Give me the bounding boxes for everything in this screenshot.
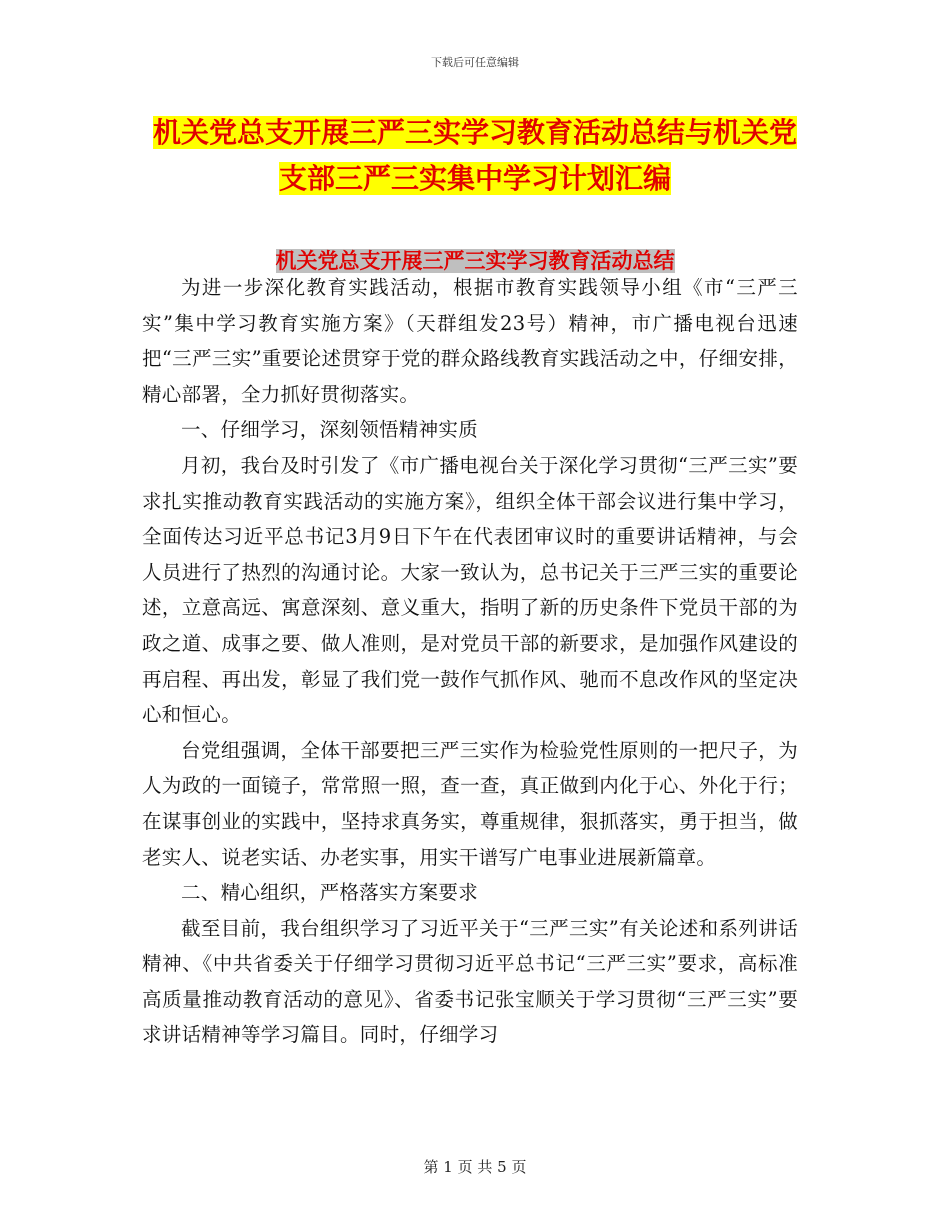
document-title: [0, 110, 950, 202]
section-title-text: 机关党总支开展三严三实学习教育活动总结: [275, 249, 675, 273]
paragraph-intro: 为进一步深化教育实践活动，根据市教育实践领导小组《市“三严三实”集中学习教育实施方案》（天群组发23号）精神，市广播电视台迅速把“三严三实”重要论述贯穿于党的群众路线教育实践活动之中，仔细安排，精心部署，全力抓好贯彻落实。: [142, 276, 798, 406]
page-header-note: 下载后可任意编辑: [431, 56, 519, 69]
document-body: [142, 270, 798, 1053]
paragraph-study: 月初，我台及时引发了《市广播电视台关于深化学习贯彻“三严三实”要求扎实推动教育实践活动的实施方案》，组织全体干部会议进行集中学习，全面传达习近平总书记3月9日下午在代表团审议时的重要讲话精神，与会人员进行了热烈的沟通讨论。大家一致认为，总书记关于三严三实的重要论述，立意高远、寓意深刻、意义重大，指明了新的历史条件下党员干部的为政之道、成事之要、做人准则，是对党员干部的新要求，是加强作风建设的再启程、再出发，彰显了我们党一鼓作气抓作风、驰而不息改作风的坚定决心和恒心。: [142, 453, 798, 727]
heading-organize: 二、精心组织，严格落实方案要求: [181, 881, 479, 905]
paragraph-party-group: 台党组强调，全体干部要把三严三实作为检验党性原则的一把尺子，为人为政的一面镜子，常常照一照，查一查，真正做到内化于心、外化于行；在谋事创业的实践中，坚持求真务实，尊重规律，狠抓落实，勇于担当，做老实人、说老实话、办老实事，用实干谱写广电事业进展新篇章。: [142, 738, 798, 869]
heading-study: 一、仔细学习，深刻领悟精神实质: [181, 418, 479, 442]
document-title-line-1: 机关党总支开展三严三实学习教育活动总结与机关党: [152, 116, 797, 149]
document-title-line-2: 支部三严三实集中学习计划汇编: [278, 162, 671, 195]
paragraph-organize: 截至目前，我台组织学习了习近平关于“三严三实”有关论述和系列讲话精神、《中共省委关于仔细学习贯彻习近平总书记“三严三实”要求，高标准高质量推动教育活动的意见》、省委书记张宝顺关于学习贯彻“三严三实”要求讲话精神等学习篇目。同时，仔细学习: [142, 916, 798, 1047]
page-number: 第 1 页 共 5 页: [423, 1158, 527, 1176]
